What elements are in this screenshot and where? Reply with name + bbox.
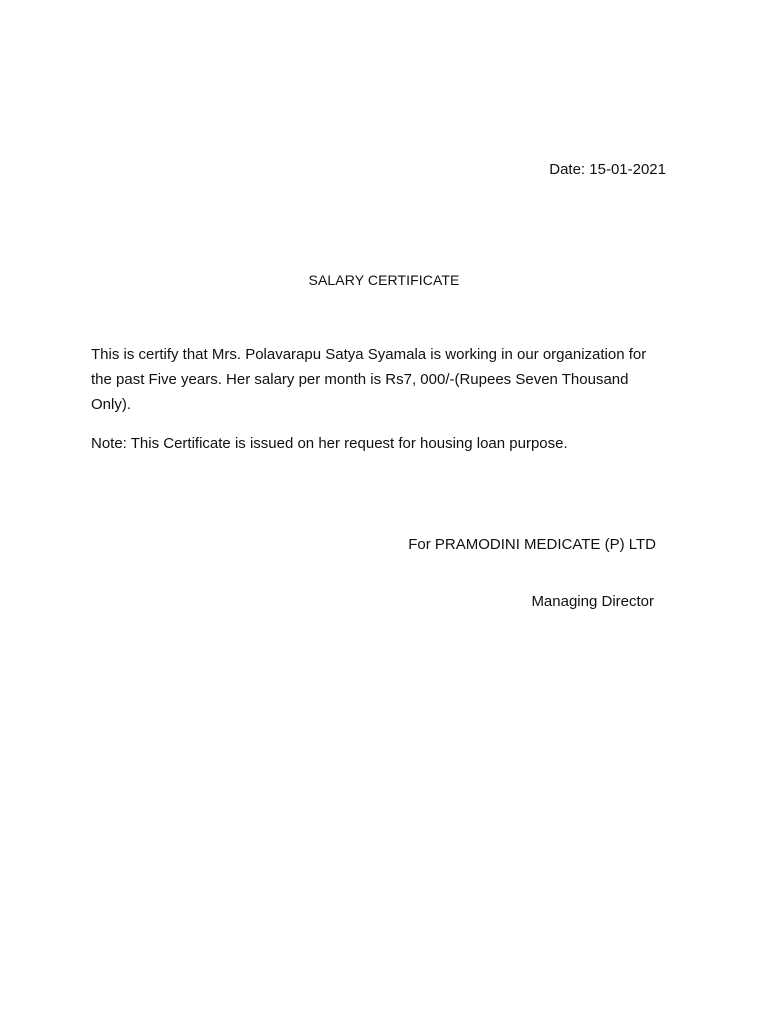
certificate-body: This is certify that Mrs. Polavarapu Satya Syamala is working in our organization for the past Five years. Her salary per month is Rs7, 000/-(Rupees Seven Thousand Only). — [91, 346, 647, 413]
date-value: 15-01-2021 — [589, 161, 666, 178]
certificate-note: Note: This Certificate is issued on her request for housing loan purpose. — [91, 435, 568, 452]
company-signoff: For PRAMODINI MEDICATE (P) LTD — [408, 536, 656, 553]
date-line — [549, 160, 666, 180]
date-label: Date: — [549, 161, 586, 178]
certificate-title: SALARY CERTIFICATE — [308, 272, 460, 288]
signatory-designation: Managing Director — [531, 593, 654, 610]
